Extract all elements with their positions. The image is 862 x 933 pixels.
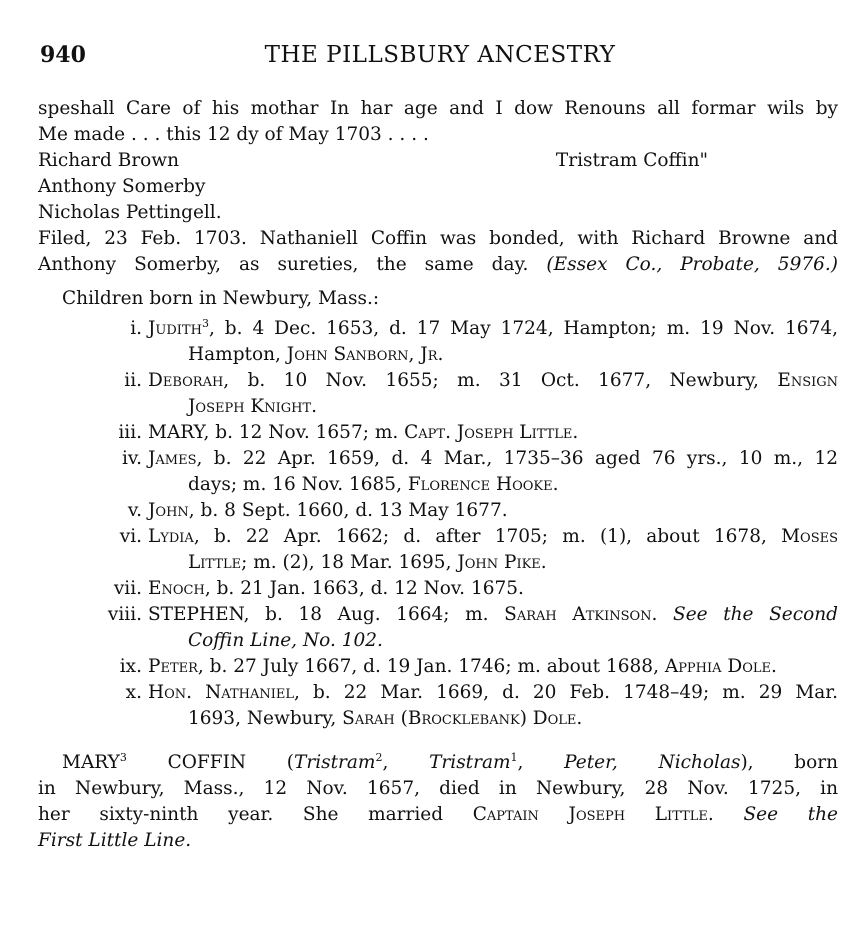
child-name: James bbox=[148, 448, 197, 469]
children-section bbox=[38, 286, 838, 732]
mary-line-4: First Little Line. bbox=[38, 830, 192, 851]
child-name: Deborah bbox=[148, 370, 224, 391]
list-item: v. John, b. 8 Sept. 1660, d. 13 May 1677. bbox=[38, 498, 838, 524]
page-body bbox=[38, 96, 838, 854]
child-numeral: iii. bbox=[118, 422, 142, 443]
witness-2: Anthony Somerby bbox=[38, 176, 206, 197]
list-item: vii. Enoch, b. 21 Jan. 1663, d. 12 Nov. 1675. bbox=[38, 576, 838, 602]
list-item: ix. Peter, b. 27 July 1667, d. 19 Jan. 1746; m. about 1688, Apphia Dole. bbox=[38, 654, 838, 680]
probate-ref: (Essex Co., Probate, 5976.) bbox=[546, 254, 838, 275]
child-numeral: viii. bbox=[107, 604, 142, 625]
list-item: ii. Deborah, b. 10 Nov. 1655; m. 31 Oct. 1677, Newbury, Ensign Joseph Knight. bbox=[38, 368, 838, 420]
mary-name: MARY bbox=[62, 752, 120, 773]
filed-line-1: Filed, 23 Feb. 1703. Nathaniell Coffin was bonded, with Richard Browne and bbox=[38, 228, 838, 249]
child-name: STEPHEN bbox=[148, 604, 244, 625]
child-numeral: i. bbox=[130, 318, 142, 339]
child-name: Enoch bbox=[148, 578, 205, 599]
child-name: Judith bbox=[148, 318, 202, 339]
page-number: 940 bbox=[40, 42, 86, 68]
list-item: i. Judith$^3$, b. 4 Dec. 1653, d. 17 May 1724, Hampton; m. 19 Nov. 1674, Hampton, John Sanborn, Jr. bbox=[38, 316, 838, 368]
mary-coffin-paragraph: MARY$^3$ COFFIN (Tristram$^2$, Tristram$^1$, Peter, Nicholas), born in Newbury, Mass., 12 Nov. 1657, died in Newbury, 28 Nov. 1725, in her sixty-ninth year. She married Captain Joseph Little. See the First Little Line. bbox=[38, 750, 838, 854]
list-item: viii. STEPHEN, b. 18 Aug. 1664; m. Sarah Atkinson. See the Second Coffin Line, No. 102. bbox=[38, 602, 838, 654]
child-numeral: vi. bbox=[119, 526, 142, 547]
signer: Tristram Coffin" bbox=[555, 150, 708, 171]
child-numeral: vii. bbox=[113, 578, 142, 599]
mary-line-2: in Newbury, Mass., 12 Nov. 1657, died in Newbury, 28 Nov. 1725, in bbox=[38, 778, 838, 799]
will-line-2: Me made . . . this 12 dy of May 1703 . . . . bbox=[38, 124, 429, 145]
child-name: John bbox=[148, 500, 189, 521]
child-numeral: ix. bbox=[119, 656, 142, 677]
filed-line-2: Anthony Somerby, as sureties, the same day. (Essex Co., Probate, 5976.) bbox=[38, 254, 838, 275]
will-line-1: speshall Care of his mothar In har age and I dow Renouns all formar wils by bbox=[38, 98, 838, 119]
child-numeral: v. bbox=[127, 500, 142, 521]
child-name: Lydia bbox=[148, 526, 194, 547]
children-list bbox=[38, 316, 838, 732]
list-item: vi. Lydia, b. 22 Apr. 1662; d. after 1705; m. (1), about 1678, Moses Little; m. (2), 18 Mar. 1695, John Pike. bbox=[38, 524, 838, 576]
child-numeral: x. bbox=[125, 682, 142, 703]
witness-3: Nicholas Pettingell. bbox=[38, 202, 222, 223]
child-numeral: iv. bbox=[121, 448, 142, 469]
child-numeral: ii. bbox=[124, 370, 142, 391]
signature-row bbox=[38, 148, 838, 174]
child-name: Hon. Nathaniel bbox=[148, 682, 295, 703]
witness-1: Richard Brown bbox=[38, 150, 180, 171]
page-header bbox=[40, 38, 840, 74]
list-item: iv. James, b. 22 Apr. 1659, d. 4 Mar., 1735–36 aged 76 yrs., 10 m., 12 days; m. 16 Nov. 1685, Florence Hooke. bbox=[38, 446, 838, 498]
child-name: MARY bbox=[148, 422, 204, 443]
running-title: THE PILLSBURY ANCESTRY bbox=[264, 42, 616, 68]
list-item: x. Hon. Nathaniel, b. 22 Mar. 1669, d. 20 Feb. 1748–49; m. 29 Mar. 1693, Newbury, Sarah (Brocklebank) Dole. bbox=[38, 680, 838, 732]
list-item: iii. MARY, b. 12 Nov. 1657; m. Capt. Joseph Little. bbox=[38, 420, 838, 446]
child-name: Peter bbox=[148, 656, 198, 677]
children-label: Children born in Newbury, Mass.: bbox=[62, 288, 380, 309]
